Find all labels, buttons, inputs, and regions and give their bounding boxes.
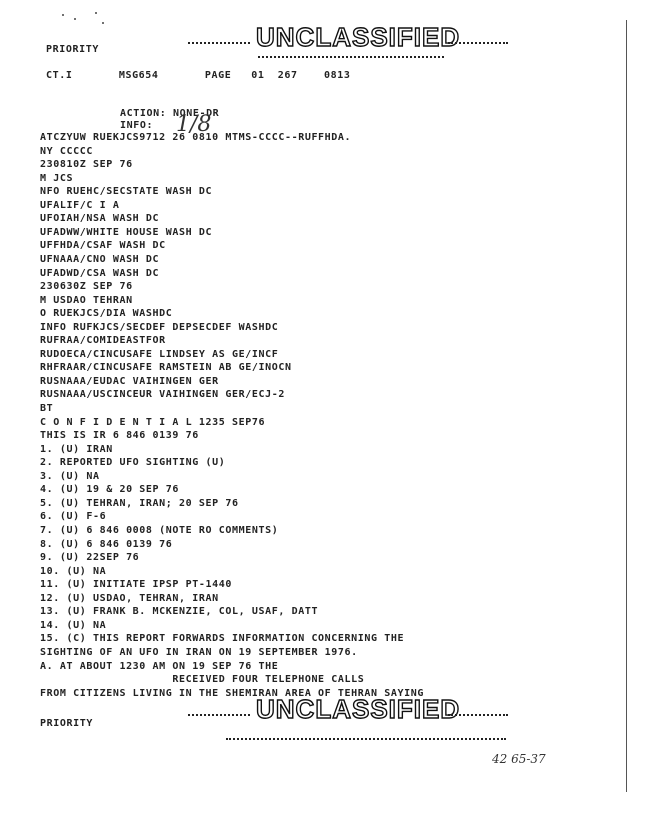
- scan-speck: [102, 22, 104, 24]
- message-line: UFNAAA/CNO WASH DC: [40, 253, 160, 265]
- message-line: 5. (U) TEHRAN, IRAN; 20 SEP 76: [40, 497, 239, 509]
- handwritten-initials: 1/8: [176, 112, 212, 137]
- message-line: C O N F I D E N T I A L 1235 SEP76: [40, 416, 266, 428]
- scan-speck: [74, 18, 76, 20]
- stamp-dash-right: [448, 42, 508, 44]
- message-line: RUSNAAA/USCINCEUR VAIHINGEN GER/ECJ-2: [40, 389, 285, 401]
- message-line: 10. (U) NA: [40, 565, 107, 577]
- handwritten-page-ref: 42 65-37: [492, 752, 546, 766]
- scan-speck: [62, 14, 64, 16]
- priority-footer: PRIORITY: [40, 718, 93, 729]
- message-line: 3. (U) NA: [40, 470, 100, 482]
- message-line: UFFHDA/CSAF WASH DC: [40, 240, 166, 252]
- action-line: ACTION: NONE-DR: [120, 108, 220, 119]
- message-line: RECEIVED FOUR TELEPHONE CALLS: [40, 674, 365, 685]
- message-line: 11. (U) INITIATE IPSP PT-1440: [40, 579, 232, 591]
- info-line: INFO:: [120, 120, 154, 131]
- message-line: 15. (C) THIS REPORT FORWARDS INFORMATION CONCERNING THE: [40, 633, 405, 645]
- message-line: UFOIAH/NSA WASH DC: [40, 213, 160, 225]
- message-line: RUSNAAA/EUDAC VAIHINGEN GER: [40, 375, 219, 387]
- message-line: 6. (U) F-6: [40, 511, 107, 523]
- message-line: 2. REPORTED UFO SIGHTING (U): [40, 457, 226, 469]
- message-line: 13. (U) FRANK B. MCKENZIE, COL, USAF, DATT: [40, 606, 319, 618]
- message-line: UFALIF/C I A: [40, 199, 120, 211]
- stamp-underline: [258, 56, 444, 58]
- message-line: BT: [40, 403, 54, 414]
- message-line: RHFRAAR/CINCUSAFE RAMSTEIN AB GE/INOCN: [40, 362, 292, 374]
- message-line: FROM CITIZENS LIVING IN THE SHEMIRAN AREA OF TEHRAN SAYING: [40, 687, 424, 699]
- message-line: RUFRAA/COMIDEASTFOR: [40, 335, 166, 347]
- routing-line: CT.I MSG654 PAGE 01 267 0813: [46, 70, 351, 81]
- message-line: INFO RUFKJCS/SECDEF DEPSECDEF WASHDC: [40, 321, 279, 333]
- message-line: NY CCCCC: [40, 145, 93, 157]
- message-line: 230630Z SEP 76: [40, 281, 133, 293]
- message-line: 14. (U) NA: [40, 619, 107, 631]
- stamp-dash-left-bottom: [188, 714, 250, 716]
- stamp-dash-right-bottom: [448, 714, 508, 716]
- message-line: ATCZYUW RUEKJCS9712 26 0810 MTMS-CCCC--RUFFHDA.: [40, 132, 352, 143]
- priority-header: PRIORITY: [46, 44, 99, 55]
- scan-speck: [95, 12, 97, 14]
- classification-stamp-top: UNCLASSIFIED: [256, 22, 461, 52]
- message-line: 1. (U) IRAN: [40, 443, 113, 455]
- message-line: RUDOECA/CINCUSAFE LINDSEY AS GE/INCF: [40, 348, 279, 360]
- message-line: NFO RUEHC/SECSTATE WASH DC: [40, 186, 213, 198]
- message-line: 4. (U) 19 & 20 SEP 76: [40, 484, 180, 496]
- stamp-underline-bottom: [226, 738, 506, 740]
- message-line: THIS IS IR 6 846 0139 76: [40, 430, 199, 442]
- message-line: 12. (U) USDAO, TEHRAN, IRAN: [40, 592, 219, 604]
- message-line: UFADWD/CSA WASH DC: [40, 267, 160, 279]
- stamp-dash-left: [188, 42, 250, 44]
- classification-stamp-bottom: UNCLASSIFIED: [256, 694, 461, 724]
- message-line: 230810Z SEP 76: [40, 159, 133, 171]
- message-line: SIGHTING OF AN UFO IN IRAN ON 19 SEPTEMBER 1976.: [40, 646, 358, 658]
- message-line: UFADWW/WHITE HOUSE WASH DC: [40, 226, 213, 238]
- message-line: 9. (U) 22SEP 76: [40, 552, 140, 563]
- message-line: M USDAO TEHRAN: [40, 294, 133, 306]
- message-line: M JCS: [40, 172, 74, 184]
- message-line: 7. (U) 6 846 0008 (NOTE RO COMMENTS): [40, 525, 279, 536]
- margin-rule: [626, 20, 627, 792]
- message-line: O RUEKJCS/DIA WASHDC: [40, 308, 173, 320]
- message-line: 8. (U) 6 846 0139 76: [40, 538, 173, 550]
- message-line: A. AT ABOUT 1230 AM ON 19 SEP 76 THE: [40, 660, 279, 672]
